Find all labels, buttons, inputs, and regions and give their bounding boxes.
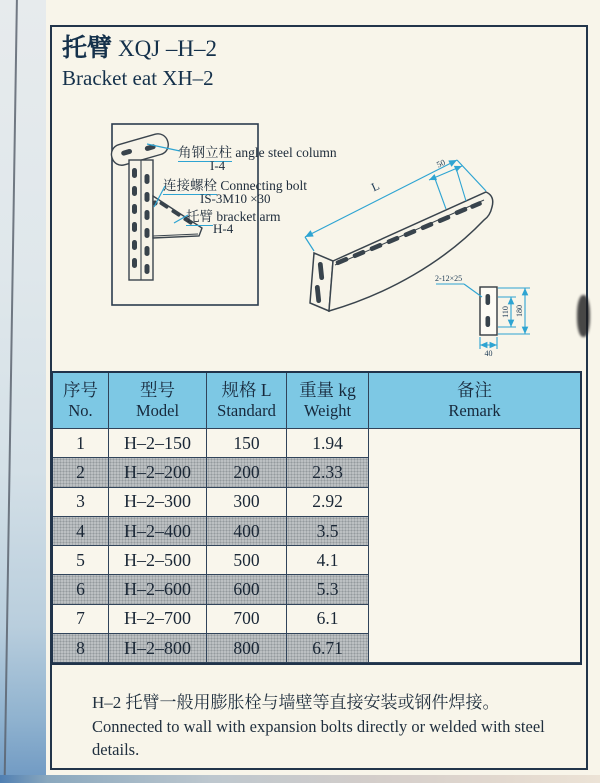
table-row-cell: 700	[207, 605, 286, 633]
table-row-cell: 6.71	[287, 634, 368, 662]
annotation-zh: 连接螺栓	[163, 178, 217, 193]
col-header-weight	[287, 373, 368, 428]
table-row-cell: 800	[207, 634, 286, 662]
page-bottom-edge	[0, 775, 600, 783]
dimension-pitch-label: 50	[434, 156, 447, 170]
dimension-pitch	[429, 166, 466, 209]
table-row-cell: 1.94	[287, 429, 368, 457]
annotation-code-arm: H-4	[213, 221, 234, 236]
header-zh: 备注	[457, 380, 492, 401]
detail-slots-label: 2-12×25	[435, 274, 463, 283]
table-row-cell: 8	[53, 634, 108, 662]
annotation-bracket-arm	[186, 205, 280, 225]
title-block	[62, 33, 217, 92]
table-row-cell: 150	[207, 429, 286, 457]
table-row-cell: 600	[207, 575, 286, 603]
table-row-cell: H–2–600	[109, 575, 206, 603]
col-header-remark	[369, 373, 580, 428]
detail-end-view	[435, 274, 530, 358]
table-row-cell: H–2–700	[109, 605, 206, 633]
header-en: Weight	[303, 401, 352, 421]
table-row-cell: 400	[207, 517, 286, 545]
annotation-en: Connecting bolt	[217, 178, 307, 193]
table-row-cell: 2.92	[287, 488, 368, 516]
footnote	[92, 691, 586, 761]
header-en: No.	[68, 401, 93, 421]
footnote-en: Connected to wall with expansion bolts directly or welded with steel details.	[92, 716, 545, 759]
annotation-zh: 托臂	[186, 209, 213, 224]
page-title-en: Bracket eat XH–2	[62, 66, 214, 91]
table-row-cell: H–2–400	[109, 517, 206, 545]
header-en: Model	[135, 401, 180, 421]
table-row-cell: H–2–300	[109, 488, 206, 516]
header-en: Remark	[448, 401, 501, 421]
table-row-cell: 300	[207, 488, 286, 516]
annotation-angle-steel-column	[178, 141, 337, 161]
detail-inner-height-label: 110	[501, 306, 510, 318]
col-header-no	[53, 373, 108, 428]
table-row-cell: 500	[207, 546, 286, 574]
table-row-cell: 2.33	[287, 458, 368, 486]
header-zh: 型号	[140, 380, 175, 401]
footnote-zh: H–2 托臂一般用膨胀栓与墙壁等直接安装或钢件焊接。	[92, 693, 500, 712]
header-zh: 规格 L	[221, 380, 272, 401]
scan-artifact	[577, 295, 590, 337]
annotation-zh: 角钢立柱	[178, 145, 232, 160]
isometric-arm-diagram	[310, 192, 493, 311]
table-row-cell: 4	[53, 517, 108, 545]
remark-merged-cell	[369, 429, 580, 662]
annotation-en: bracket arm	[213, 209, 281, 224]
spec-table	[51, 371, 582, 665]
col-header-model	[109, 373, 206, 428]
table-row-cell: 5.3	[287, 575, 368, 603]
title-model-code: XQJ –H–2	[118, 36, 218, 61]
table-row-cell: 3.5	[287, 517, 368, 545]
table-row-cell: 5	[53, 546, 108, 574]
table-row-cell: H–2–800	[109, 634, 206, 662]
header-zh: 重量 kg	[299, 380, 356, 401]
table-row-cell: 6	[53, 575, 108, 603]
header-zh: 序号	[63, 380, 98, 401]
table-row-cell: 1	[53, 429, 108, 457]
detail-outer-height-label: 180	[515, 305, 524, 317]
col-header-standard	[207, 373, 286, 428]
content-frame	[50, 25, 588, 770]
annotation-code-bolt: IS-3M10 ×30	[200, 191, 271, 206]
table-row-cell: H–2–200	[109, 458, 206, 486]
table-row-cell: H–2–150	[109, 429, 206, 457]
detail-width-label: 40	[484, 349, 493, 358]
table-row-cell: H–2–500	[109, 546, 206, 574]
header-en: Standard	[217, 401, 276, 421]
table-row-cell: 6.1	[287, 605, 368, 633]
table-row-cell: 3	[53, 488, 108, 516]
table-row-cell: 7	[53, 605, 108, 633]
page-title	[62, 33, 217, 64]
title-product-zh: 托臂	[62, 35, 113, 62]
dimension-length-label: L	[369, 178, 382, 195]
table-row-cell: 2	[53, 458, 108, 486]
annotation-code-column: I-4	[210, 158, 226, 173]
table-row-cell: 200	[207, 458, 286, 486]
annotation-en: angle steel column	[232, 145, 337, 160]
table-row-cell: 4.1	[287, 546, 368, 574]
